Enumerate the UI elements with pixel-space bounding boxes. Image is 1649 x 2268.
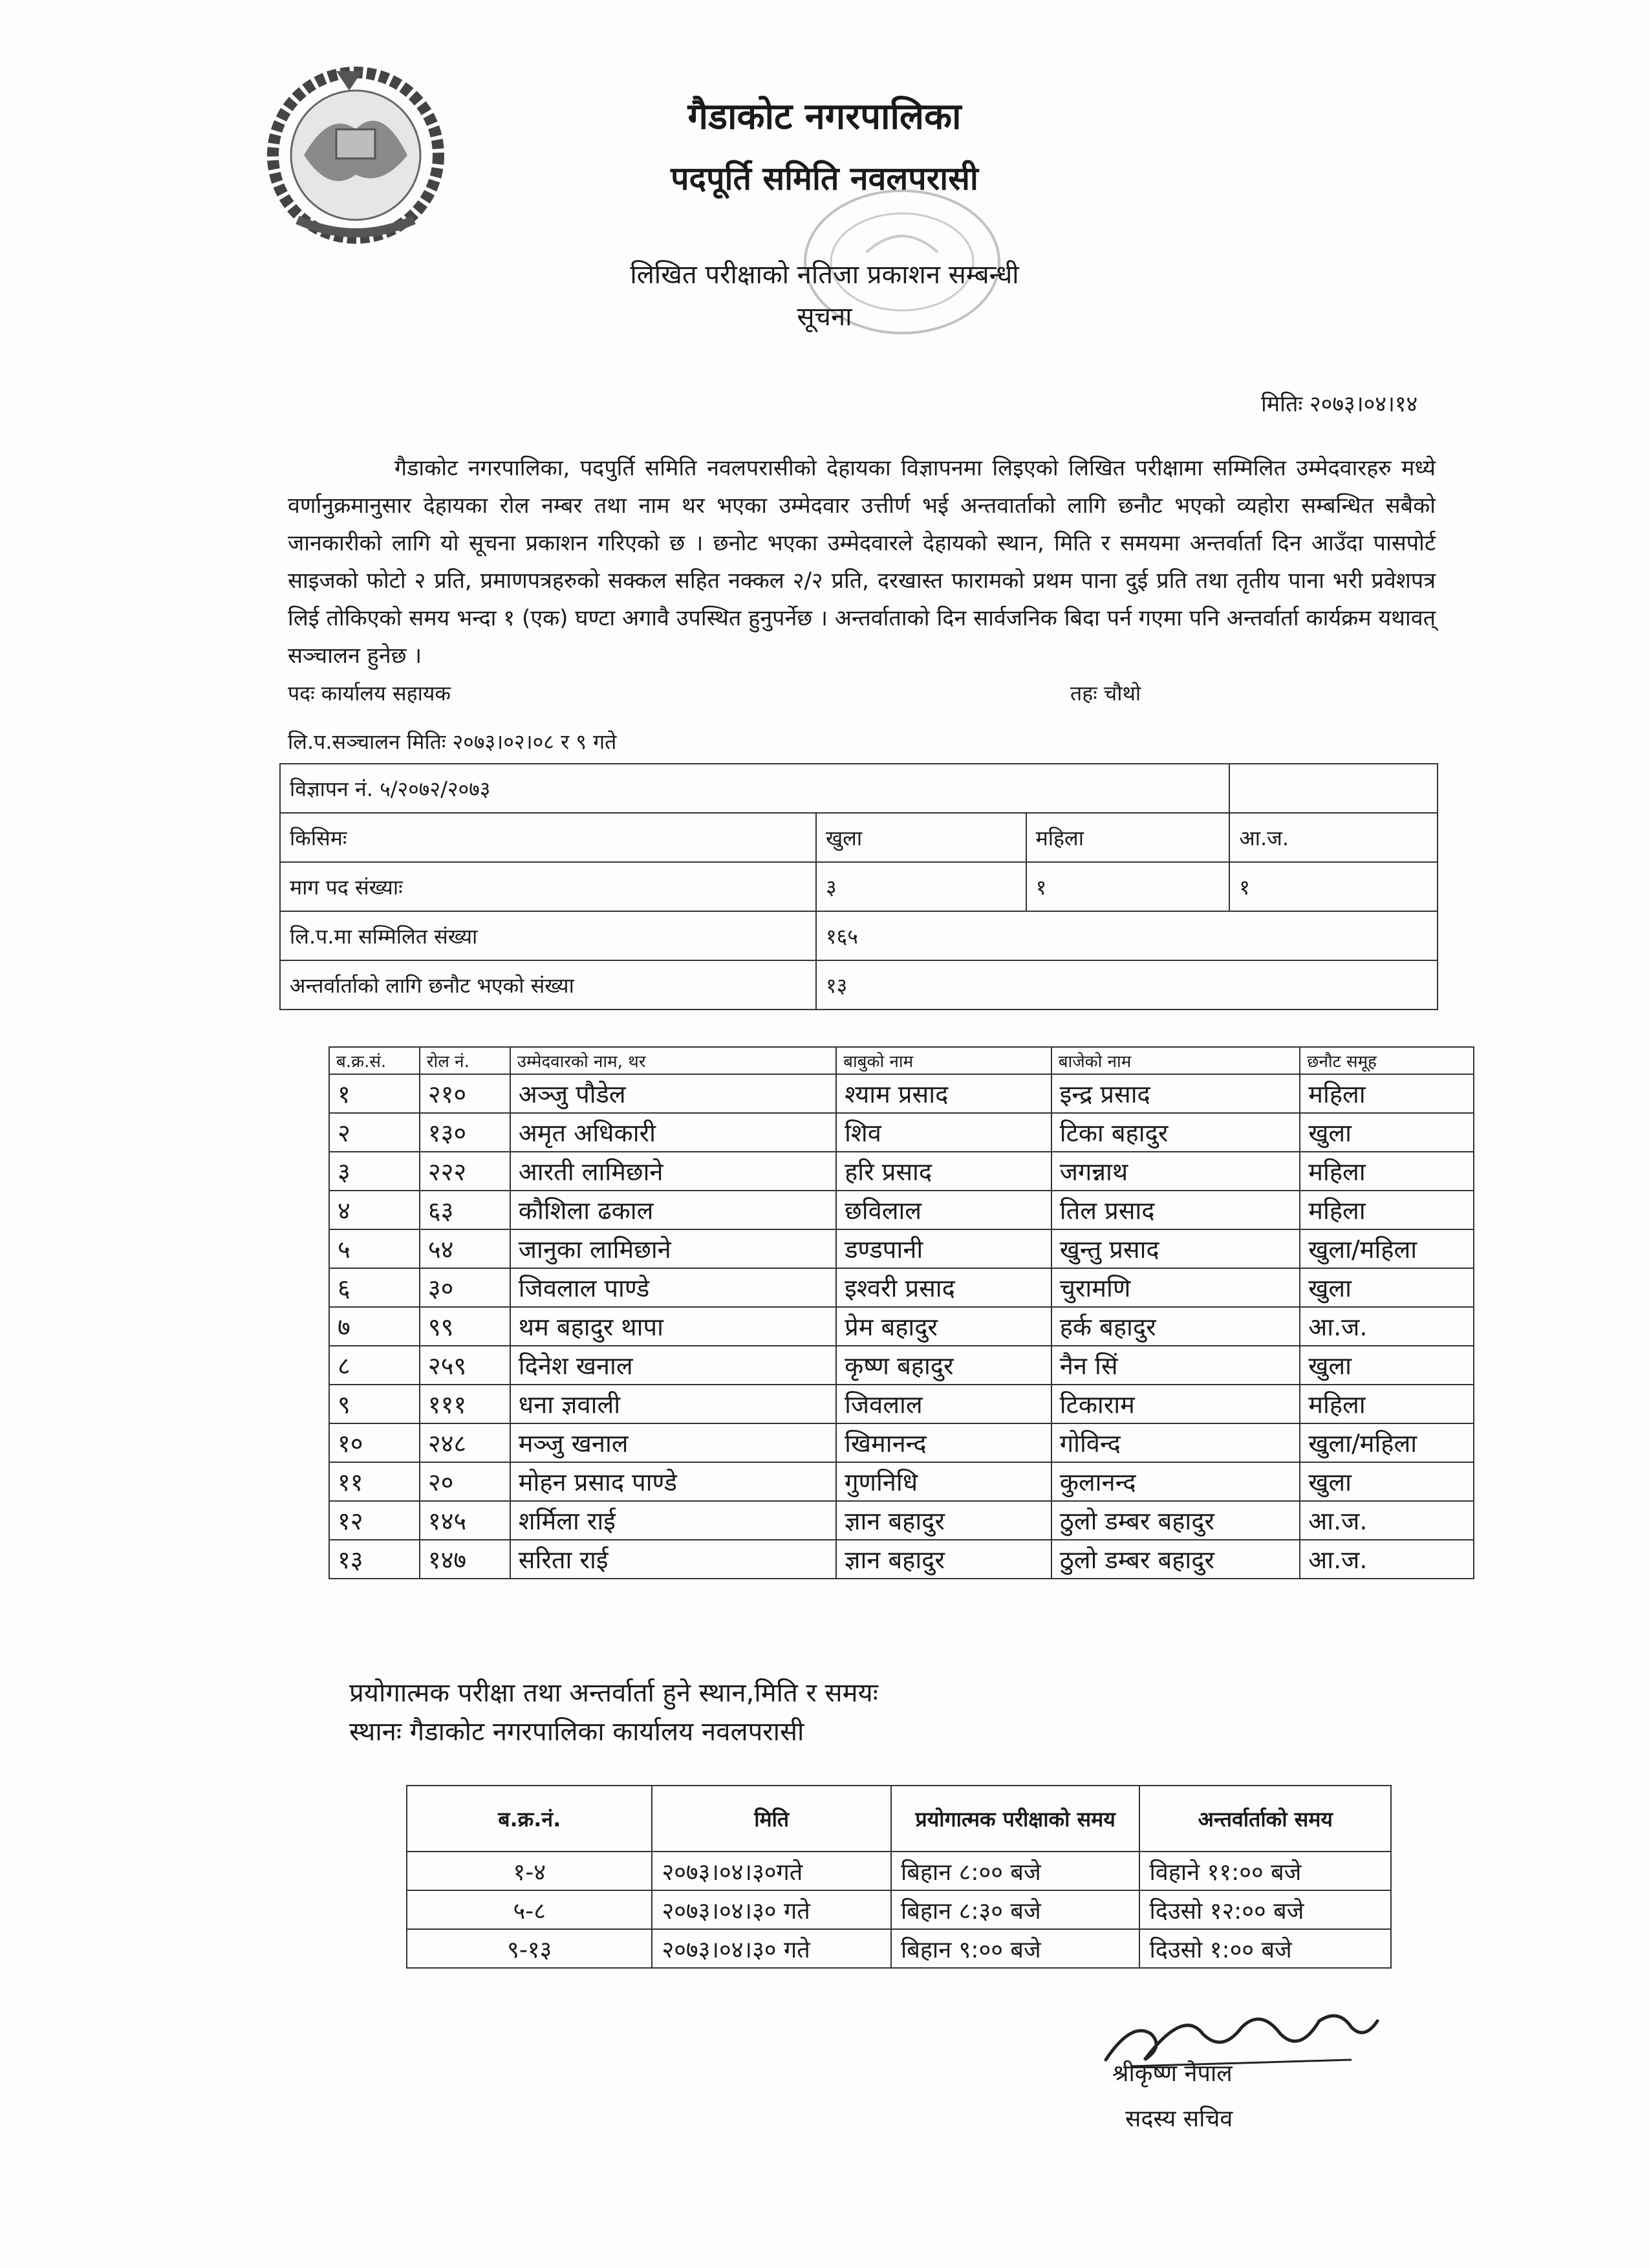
- sched-date-cell: २०७३।०४।३० गते: [652, 1890, 890, 1929]
- selected-value: १३: [816, 960, 1438, 1010]
- table-header-row: [407, 1786, 1391, 1852]
- roll-cell: २१०: [420, 1074, 510, 1113]
- serial-cell: ८: [329, 1346, 420, 1385]
- name-cell: जानुका लामिछाने: [510, 1229, 836, 1268]
- group-cell: महिला: [1300, 1191, 1474, 1229]
- roll-cell: २०: [420, 1462, 510, 1501]
- group-cell: खुला: [1300, 1268, 1474, 1307]
- grandfather-cell: हर्क बहादुर: [1051, 1307, 1300, 1346]
- advert-number: विज्ञापन नं. ५/२०७२/२०७३: [280, 764, 1229, 813]
- serial-cell: ४: [329, 1191, 420, 1229]
- sched-interview-cell: विहाने ११:०० बजे: [1139, 1852, 1391, 1890]
- serial-cell: ११: [329, 1462, 420, 1501]
- table-row: [329, 1307, 1474, 1346]
- type-indigenous: आ.ज.: [1229, 813, 1438, 862]
- demand-label: माग पद संख्याः: [280, 862, 816, 911]
- father-cell: श्याम प्रसाद: [836, 1074, 1051, 1113]
- type-women: महिला: [1026, 813, 1230, 862]
- level-label: तहः चौथो: [1070, 681, 1141, 706]
- father-cell: प्रेम बहादुर: [836, 1307, 1051, 1346]
- summary-table: [279, 763, 1438, 1010]
- serial-cell: ३: [329, 1152, 420, 1191]
- table-header-row: [329, 1047, 1474, 1074]
- table-row: [329, 1113, 1474, 1152]
- table-row: [407, 1890, 1391, 1929]
- serial-cell: ६: [329, 1268, 420, 1307]
- post-label: पदः कार्यालय सहायक: [288, 681, 451, 706]
- group-cell: आ.ज.: [1300, 1307, 1474, 1346]
- father-cell: डण्डपानी: [836, 1229, 1051, 1268]
- schedule-table: [406, 1785, 1392, 1969]
- col-name-header: उम्मेदवारको नाम, थर: [510, 1047, 836, 1074]
- table-row: [280, 911, 1438, 960]
- group-cell: महिला: [1300, 1074, 1474, 1113]
- selected-label: अन्तर्वार्ताको लागि छनौट भएको संख्या: [280, 960, 816, 1010]
- table-row: [329, 1268, 1474, 1307]
- name-cell: मोहन प्रसाद पाण्डे: [510, 1462, 836, 1501]
- name-cell: सरिता राई: [510, 1540, 836, 1579]
- roll-cell: १४७: [420, 1540, 510, 1579]
- name-cell: अमृत अधिकारी: [510, 1113, 836, 1152]
- col-father-header: बाबुको नाम: [836, 1047, 1051, 1074]
- grandfather-cell: ठुलो डम्बर बहादुर: [1051, 1501, 1300, 1540]
- roll-cell: १३०: [420, 1113, 510, 1152]
- name-cell: जिवलाल पाण्डे: [510, 1268, 836, 1307]
- signer-name: श्रीकृष्ण नेपाल: [1112, 2060, 1233, 2087]
- demand-women: १: [1026, 862, 1230, 911]
- sched-practical-cell: बिहान ९:०० बजे: [891, 1929, 1140, 1968]
- table-row: [280, 813, 1438, 862]
- results-table: [329, 1046, 1474, 1579]
- table-row: [329, 1540, 1474, 1579]
- col-group-header: छनौट समूह: [1300, 1047, 1474, 1074]
- serial-cell: ९: [329, 1385, 420, 1423]
- name-cell: कौशिला ढकाल: [510, 1191, 836, 1229]
- table-row: [280, 960, 1438, 1010]
- name-cell: धना ज्ञवाली: [510, 1385, 836, 1423]
- grandfather-cell: गोविन्द: [1051, 1423, 1300, 1462]
- grandfather-cell: ठुलो डम्बर बहादुर: [1051, 1540, 1300, 1579]
- roll-cell: ६३: [420, 1191, 510, 1229]
- table-row: [329, 1074, 1474, 1113]
- group-cell: खुला: [1300, 1346, 1474, 1385]
- father-cell: ज्ञान बहादुर: [836, 1501, 1051, 1540]
- sched-serial-header: ब.क्र.नं.: [407, 1786, 652, 1852]
- roll-cell: २५९: [420, 1346, 510, 1385]
- group-cell: महिला: [1300, 1385, 1474, 1423]
- father-cell: गुणनिधि: [836, 1462, 1051, 1501]
- schedule-place: स्थानः गैडाकोट नगरपालिका कार्यालय नवलपरासी: [349, 1717, 804, 1747]
- roll-cell: १११: [420, 1385, 510, 1423]
- type-label: किसिमः: [280, 813, 816, 862]
- grandfather-cell: टिकाराम: [1051, 1385, 1300, 1423]
- type-open: खुला: [816, 813, 1026, 862]
- father-cell: छविलाल: [836, 1191, 1051, 1229]
- name-cell: दिनेश खनाल: [510, 1346, 836, 1385]
- name-cell: थम बहादुर थापा: [510, 1307, 836, 1346]
- serial-cell: ७: [329, 1307, 420, 1346]
- group-cell: खुला/महिला: [1300, 1229, 1474, 1268]
- sched-date-header: मिति: [652, 1786, 890, 1852]
- group-cell: आ.ज.: [1300, 1540, 1474, 1579]
- group-cell: खुला: [1300, 1462, 1474, 1501]
- nepal-emblem-icon: [259, 58, 453, 246]
- table-row: [329, 1346, 1474, 1385]
- sched-interview-header: अन्तर्वार्ताको समय: [1139, 1786, 1391, 1852]
- table-cell: [1229, 764, 1438, 813]
- col-grandfather-header: बाजेको नाम: [1051, 1047, 1300, 1074]
- signer-position: सदस्य सचिव: [1125, 2106, 1233, 2132]
- grandfather-cell: खुन्तु प्रसाद: [1051, 1229, 1300, 1268]
- schedule-title: प्रयोगात्मक परीक्षा तथा अन्तर्वार्ता हुने स्थान,मिति र समयः: [349, 1678, 878, 1708]
- table-row: [280, 862, 1438, 911]
- name-cell: आरती लामिछाने: [510, 1152, 836, 1191]
- table-row: [407, 1929, 1391, 1968]
- serial-cell: १०: [329, 1423, 420, 1462]
- demand-indigenous: १: [1229, 862, 1438, 911]
- roll-cell: ३०: [420, 1268, 510, 1307]
- group-cell: खुला: [1300, 1113, 1474, 1152]
- serial-cell: ५: [329, 1229, 420, 1268]
- grandfather-cell: इन्द्र प्रसाद: [1051, 1074, 1300, 1113]
- grandfather-cell: जगन्नाथ: [1051, 1152, 1300, 1191]
- group-cell: खुला/महिला: [1300, 1423, 1474, 1462]
- notice-date: मितिः २०७३।०४।१४: [1261, 391, 1418, 417]
- sched-interview-cell: दिउसो १२:०० बजे: [1139, 1890, 1391, 1929]
- sched-practical-cell: बिहान ८:३० बजे: [891, 1890, 1140, 1929]
- table-row: [329, 1152, 1474, 1191]
- notice-heading: सूचना: [797, 302, 852, 332]
- sched-practical-cell: बिहान ८:०० बजे: [891, 1852, 1140, 1890]
- name-cell: मञ्जु खनाल: [510, 1423, 836, 1462]
- roll-cell: १४५: [420, 1501, 510, 1540]
- table-row: [329, 1462, 1474, 1501]
- grandfather-cell: टिका बहादुर: [1051, 1113, 1300, 1152]
- grandfather-cell: कुलानन्द: [1051, 1462, 1300, 1501]
- roll-cell: ९९: [420, 1307, 510, 1346]
- sched-serial-cell: ९-१३: [407, 1929, 652, 1968]
- roll-cell: ५४: [420, 1229, 510, 1268]
- demand-open: ३: [816, 862, 1026, 911]
- group-cell: महिला: [1300, 1152, 1474, 1191]
- father-cell: खिमानन्द: [836, 1423, 1051, 1462]
- table-row: [329, 1501, 1474, 1540]
- name-cell: अञ्जु पौडेल: [510, 1074, 836, 1113]
- father-cell: इश्वरी प्रसाद: [836, 1268, 1051, 1307]
- table-row: [329, 1229, 1474, 1268]
- sched-practical-header: प्रयोगात्मक परीक्षाको समय: [891, 1786, 1140, 1852]
- table-row: [329, 1423, 1474, 1462]
- father-cell: ज्ञान बहादुर: [836, 1540, 1051, 1579]
- grandfather-cell: नैन सिं: [1051, 1346, 1300, 1385]
- grandfather-cell: चुरामणि: [1051, 1268, 1300, 1307]
- father-cell: कृष्ण बहादुर: [836, 1346, 1051, 1385]
- municipality-title: गैडाकोट नगरपालिका: [687, 96, 962, 138]
- father-cell: जिवलाल: [836, 1385, 1051, 1423]
- serial-cell: १: [329, 1074, 420, 1113]
- sched-interview-cell: दिउसो १:०० बजे: [1139, 1929, 1391, 1968]
- group-cell: आ.ज.: [1300, 1501, 1474, 1540]
- col-roll-header: रोल नं.: [420, 1047, 510, 1074]
- table-row: [407, 1852, 1391, 1890]
- notice-title: लिखित परीक्षाको नतिजा प्रकाशन सम्बन्धी: [630, 260, 1019, 290]
- roll-cell: २२२: [420, 1152, 510, 1191]
- sched-serial-cell: १-४: [407, 1852, 652, 1890]
- committee-subtitle: पदपूर्ति समिति नवलपरासी: [671, 160, 978, 197]
- sched-date-cell: २०७३।०४।३० गते: [652, 1929, 890, 1968]
- grandfather-cell: तिल प्रसाद: [1051, 1191, 1300, 1229]
- col-serial-header: ब.क्र.सं.: [329, 1047, 420, 1074]
- father-cell: हरि प्रसाद: [836, 1152, 1051, 1191]
- table-row: [280, 764, 1438, 813]
- table-row: [329, 1191, 1474, 1229]
- name-cell: शर्मिला राई: [510, 1501, 836, 1540]
- participants-value: १६५: [816, 911, 1438, 960]
- father-cell: शिव: [836, 1113, 1051, 1152]
- notice-paragraph: गैडाकोट नगरपालिका, पदपुर्ति समिति नवलपरासीको देहायका विज्ञापनमा लिइएको लिखित परीक्षामा सम्मिलित उम्मेदवारहरु मध्ये वर्णानुक्रमानुसार देहायका रोल नम्बर तथा नाम थर भएका उम्मेदवार उत्तीर्ण भई अन्तवार्ताको लागि छनौट भएको व्यहोरा सम्बन्धित सबैको जानकारीको लागि यो सूचना प्रकाशन गरिएको छ । छनोट भएका उम्मेदवारले देहायको स्थान, मिति र समयमा अन्तर्वार्ता दिन आउँदा पासपोर्ट साइजको फोटो २ प्रति, प्रमाणपत्रहरुको सक्कल सहित नक्कल २/२ प्रति, दरखास्त फारामको प्रथम पाना दुई प्रति तथा तृतीय पाना भरी प्रवेशपत्र लिई तोकिएको समय भन्दा १ (एक) घण्टा अगावै उपस्थित हुनुपर्नेछ । अन्तर्वाताको दिन सार्वजनिक बिदा पर्न गएमा पनि अन्तर्वार्ता कार्यक्रम यथावत् सञ्चालन हुनेछ ।: [288, 455, 1436, 669]
- serial-cell: १३: [329, 1540, 420, 1579]
- exam-date-label: लि.प.सञ्चालन मितिः २०७३।०२।०८ र ९ गते: [288, 729, 617, 754]
- serial-cell: १२: [329, 1501, 420, 1540]
- table-row: [329, 1385, 1474, 1423]
- roll-cell: २४८: [420, 1423, 510, 1462]
- participants-label: लि.प.मा सम्मिलित संख्या: [280, 911, 816, 960]
- sched-serial-cell: ५-८: [407, 1890, 652, 1929]
- sched-date-cell: २०७३।०४।३०गते: [652, 1852, 890, 1890]
- serial-cell: २: [329, 1113, 420, 1152]
